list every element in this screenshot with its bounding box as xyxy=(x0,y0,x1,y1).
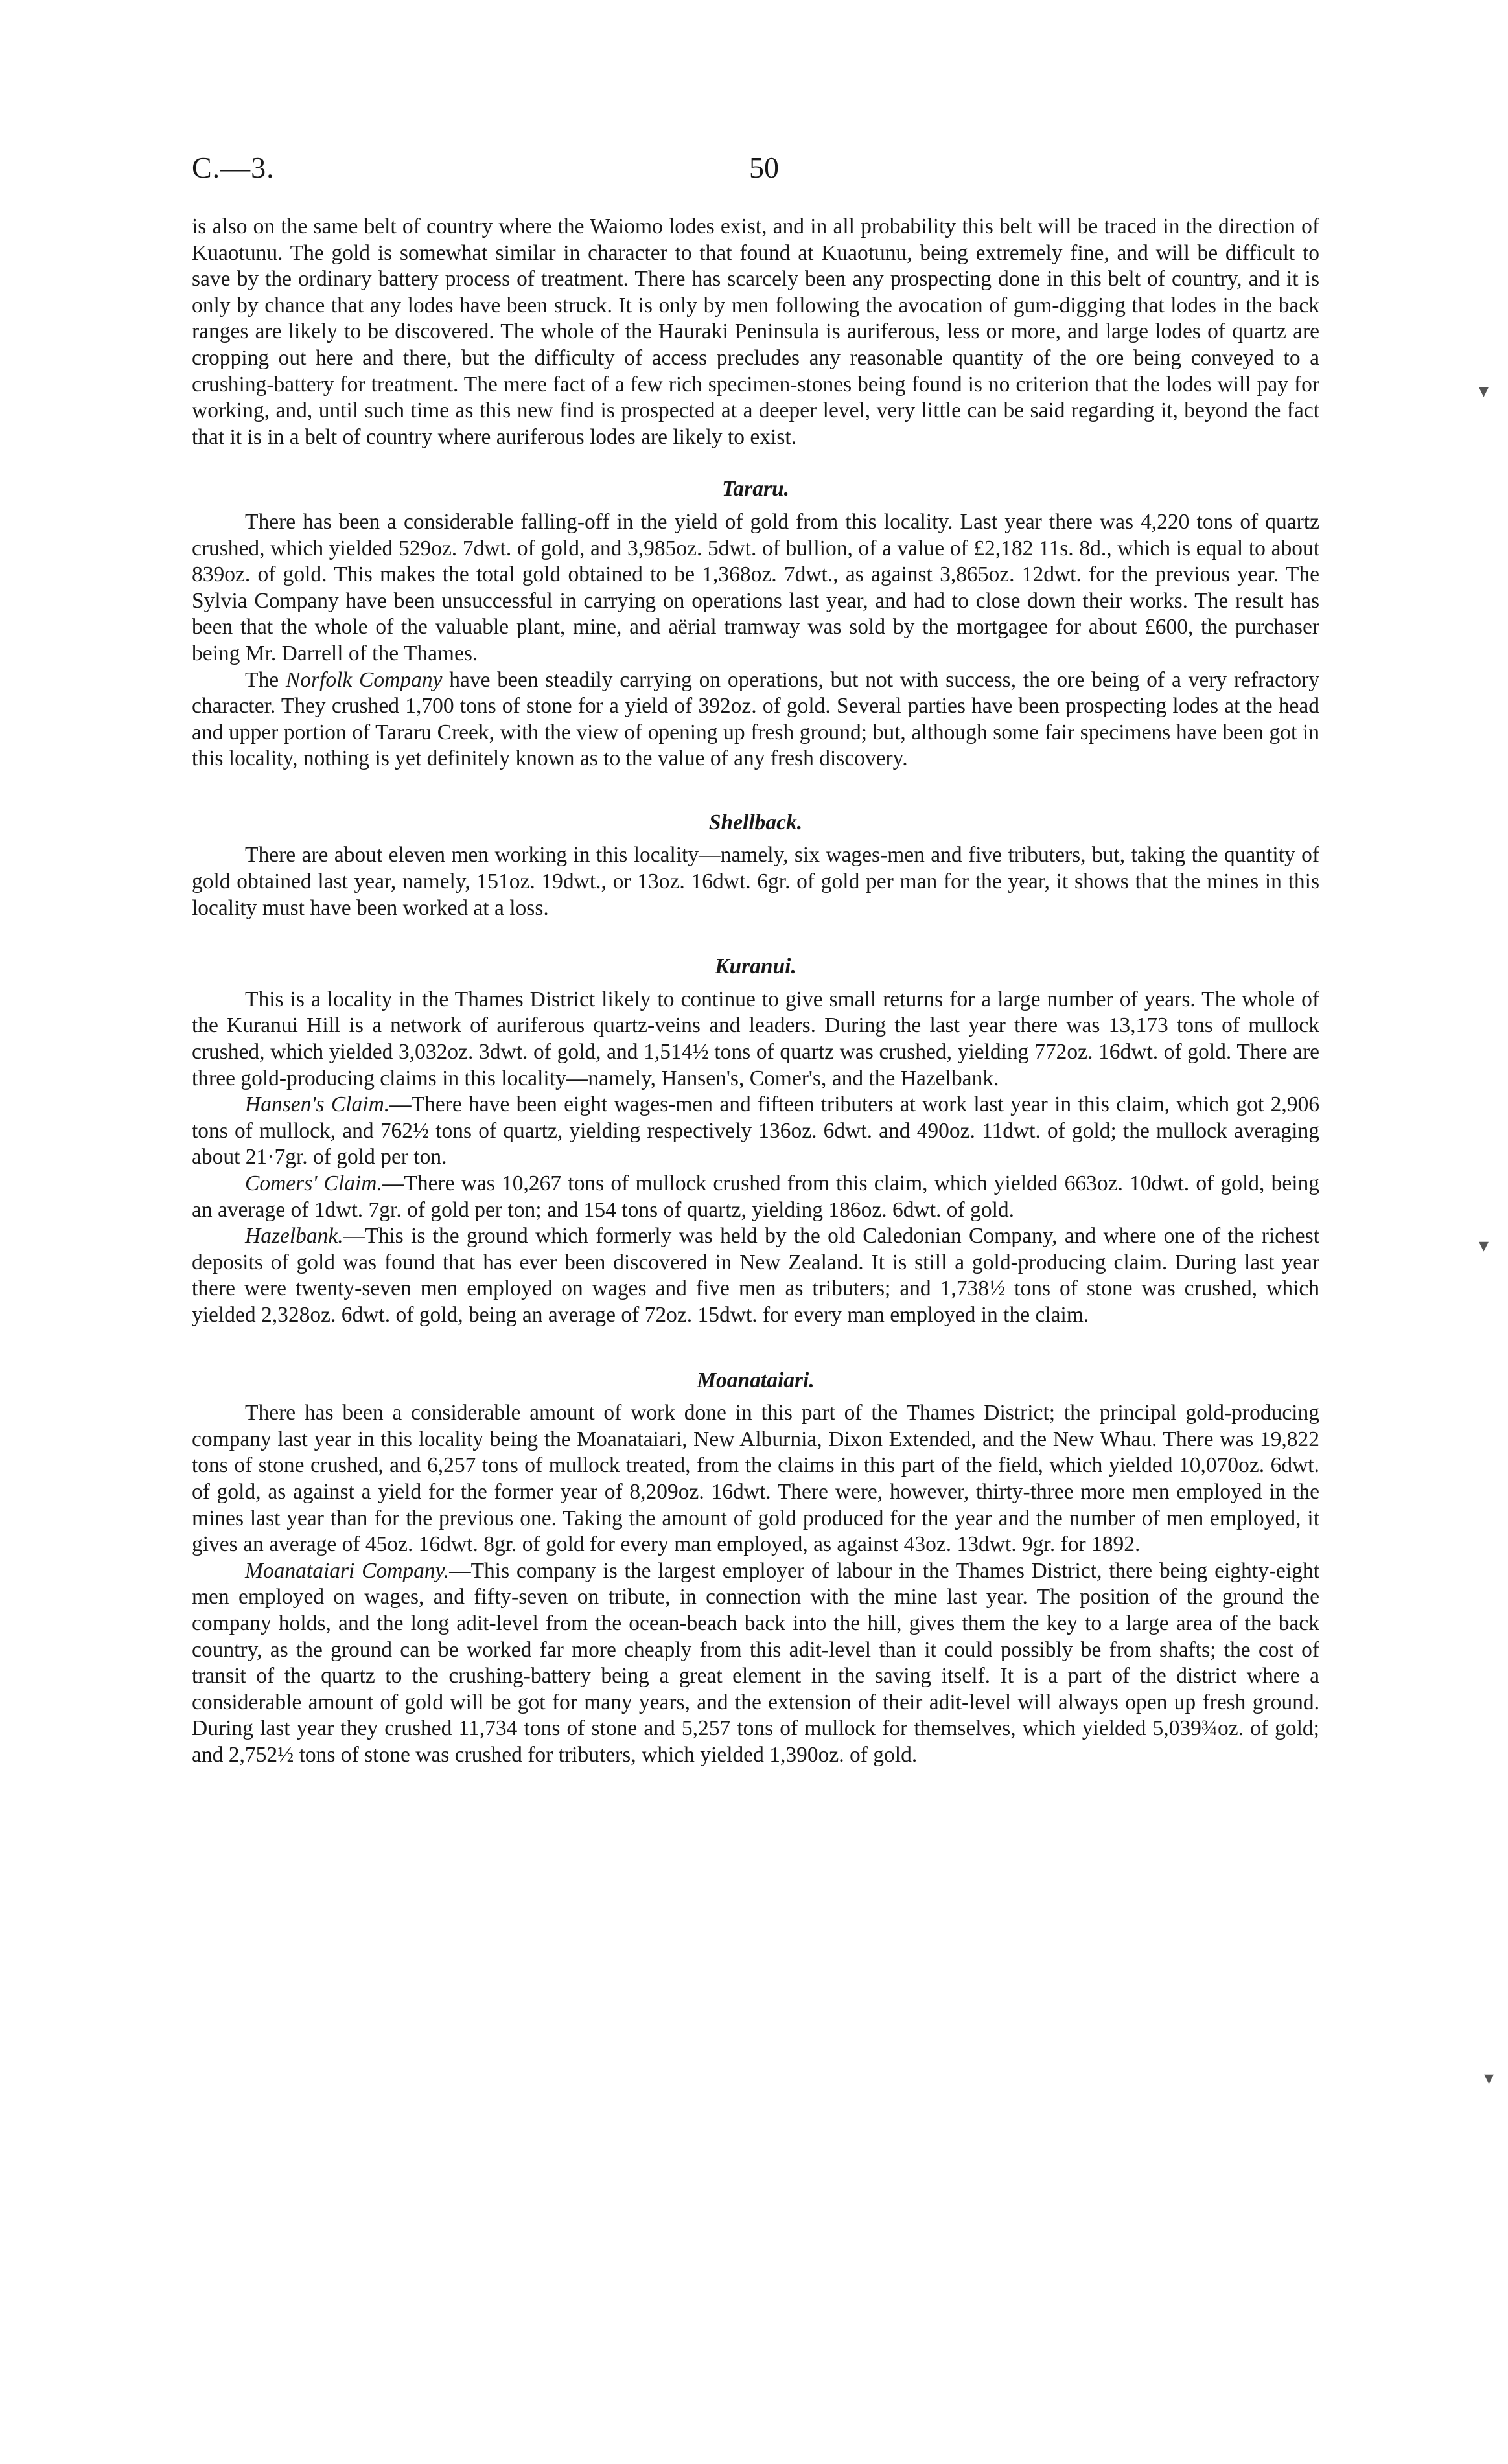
margin-mark-a: ▾ xyxy=(1479,380,1489,402)
comers-claim-heading: Comers' Claim. xyxy=(245,1171,382,1195)
tararu-paragraph-1: There has been a considerable falling-off in the yield of gold from this locality. Last year there was 4,220 tons of quartz crushed, which yielded 529oz. 7dwt. of gold, and 3,985oz. 5dwt. of bullion, of a value of £2,182 11s. 8d., which is equal to about 839oz. of gold. This makes the total gold obtained to be 1,368oz. 7dwt., as against 3,865oz. 12dwt. for the previous year. The Sylvia Company have been unsuccessful in carrying on operations last year, and had to close down their works. The result has been that the whole of the valuable plant, mine, and aërial tramway was sold by the mortgagee for about £600, the purchaser being Mr. Darrell of the Thames. xyxy=(192,509,1319,665)
hazelbank-heading: Hazelbank. xyxy=(245,1224,343,1249)
moanataiari-company-heading: Moanataiari Company. xyxy=(245,1558,450,1583)
tararu-p2-body: have been steadily carrying on operations, but not with success, the ore being of a very refractory character. They crushed 1,700 tons of stone for a yield of 392oz. of gold. Several parties have been prospecting lodes at the head and upper portion of Tararu Creek, with the view of opening up fresh ground; but, although some fair specimens have been got in this locality, nothing is yet definitely known as to the value of any fresh discovery. xyxy=(192,667,1319,771)
hansens-claim-text: —There have been eight wages-men and fifteen tributers at work last year in this claim, which got 2,906 tons of mullock, and 762½ tons of quartz, yielding respectively 136oz. 6dwt. and 490oz. 11dwt. of gold; the mullock averaging about 21·7gr. of gold per ton. xyxy=(192,1092,1319,1169)
comers-claim-paragraph xyxy=(192,1171,1319,1223)
tararu-paragraph-2 xyxy=(192,667,1319,772)
comers-claim-text: —There was 10,267 tons of mullock crushed from this claim, which yielded 663oz. 10dwt. of gold, being an average of 1dwt. 7gr. of gold per ton; and 154 tons of quartz, yielding 186oz. 6dwt. of gold. xyxy=(192,1171,1319,1222)
tararu-p2-prefix: The xyxy=(245,667,286,692)
shellback-paragraph: There are about eleven men working in this locality—namely, six wages-men and five tributers, but, taking the quantity of gold obtained last year, namely, 151oz. 19dwt., or 13oz. 16dwt. 6gr. of gold per man for the year, it shows that the mines in this locality must have been worked at a loss. xyxy=(192,843,1319,920)
moanataiari-paragraph: There has been a considerable amount of work done in this part of the Thames District; the principal gold-producing company last year in this locality being the Moanataiari, New Alburnia, Dixon Extended, and the New Whau. There was 19,822 tons of stone crushed, and 6,257 tons of mullock treated, from the claims in this part of the field, which yielded 10,070oz. 6dwt. of gold, as against a yield for the former year of 8,209oz. 16dwt. There were, however, thirty-three more men employed in the mines last year than for the previous one. Taking the amount of gold produced for the year and the number of men employed, it gives an average of 45oz. 16dwt. 8gr. of gold for every man employed, as against 43oz. 13dwt. 9gr. for 1892. xyxy=(192,1401,1319,1557)
hazelbank-paragraph xyxy=(192,1223,1319,1328)
hazelbank-text: —This is the ground which formerly was held by the old Caledonian Company, and where one of the richest deposits of gold was found that has ever been discovered in New Zealand. It is still a gold-producing claim. During last year there were twenty-seven men employed on wages and five men as tributers; and 1,738½ tons of stone was crushed, which yielded 2,328oz. 6dwt. of gold, being an average of 72oz. 15dwt. for every man employed in the claim. xyxy=(192,1224,1319,1327)
body-text xyxy=(192,214,1319,1768)
section-title-tararu: Tararu. xyxy=(722,477,789,501)
intro-paragraph: is also on the same belt of country where the Waiomo lodes exist, and in all probability this belt will be traced in the direction of Kuaotunu. The gold is somewhat similar in character to that found at Kuaotunu, being extremely fine, and will be difficult to save by the ordinary battery process of treatment. There has scarcely been any prospecting done in this belt of country, and it is only by chance that any lodes have been struck. It is only by men following the avocation of gum-digging that lodes in the back ranges are likely to be discovered. The whole of the Hauraki Peninsula is auriferous, less or more, and large lodes of quartz are cropping out here and there, but the difficulty of access precludes any reasonable quantity of the ore being conveyed to a crushing-battery for treatment. The mere fact of a few rich specimen-stones being found is no criterion that the lodes will pay for working, and, until such time as this new find is prospected at a deeper level, very little can be said regarding it, beyond the fact that it is in a belt of country where auriferous lodes are likely to exist. xyxy=(192,214,1319,449)
page-number: 50 xyxy=(749,151,779,184)
moanataiari-company-paragraph xyxy=(192,1558,1319,1769)
hansens-claim-paragraph xyxy=(192,1092,1319,1171)
kuranui-paragraph: This is a locality in the Thames District likely to continue to give small returns for a large number of years. The whole of the Kuranui Hill is a network of auriferous quartz-veins and leaders. During the last year there was 13,173 tons of mullock crushed, which yielded 3,032oz. 3dwt. of gold, and 1,514½ tons of quartz was crushed, yielding 772oz. 16dwt. of gold. There are three gold-producing claims in this locality—namely, Hansen's, Comer's, and the Hazelbank. xyxy=(192,987,1319,1090)
moanataiari-company-text: —This company is the largest employer of labour in the Thames District, there being eighty-eight men employed on wages, and fifty-seven on tribute, in connection with the mine last year. The position of the ground the company holds, and the long adit-level from the ocean-beach back into the hill, gives them the key to a large area of the back country, as the ground can be worked far more cheaply from this adit-level than it could possibly be from shafts; the cost of transit of the quartz to the crushing-battery being a great element in the saving itself. It is a part of the district where a considerable amount of gold will be got for many years, and the extension of their adit-level will always open up fresh ground. During last year they crushed 11,734 tons of stone and 5,257 tons of mullock for themselves, which yielded 5,039¾oz. of gold; and 2,752½ tons of stone was crushed for tributers, which yielded 1,390oz. of gold. xyxy=(192,1558,1319,1767)
page-header xyxy=(192,150,1319,196)
section-title-shellback: Shellback. xyxy=(708,810,803,835)
document-reference: C.—3. xyxy=(192,151,275,184)
norfolk-company-name: Norfolk Company xyxy=(285,667,443,692)
section-title-kuranui: Kuranui. xyxy=(715,954,796,979)
section-title-moanataiari: Moanataiari. xyxy=(697,1368,815,1392)
hansens-claim-heading: Hansen's Claim. xyxy=(245,1092,390,1117)
margin-mark-c: ▾ xyxy=(1484,2067,1494,2089)
margin-mark-b: ▾ xyxy=(1479,1235,1489,1256)
